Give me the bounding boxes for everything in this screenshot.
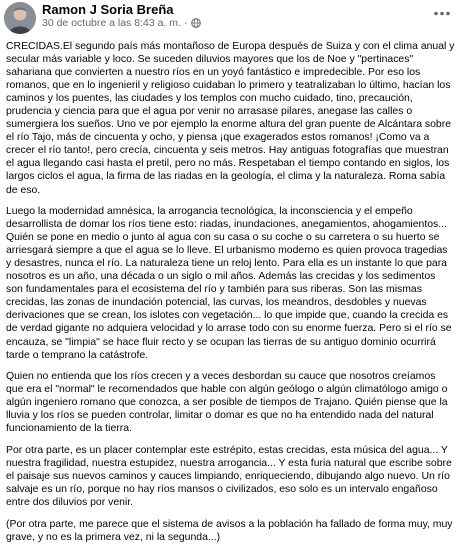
post-paragraph: Luego la modernidad amnésica, la arrogancia tecnológica, la inconsciencia y el empeño desarrollista de domar los ríos tiene esto: riadas, inundaciones, anegamientos, ahogamientos... Quién se pone en medio o junto al agua con su casa o su coche o su carretera o su huerto se arriesgará siempre a que el agua se lo lleve. El urbanismo moderno es quien provoca tragedias y desastres, nunca el río. La naturaleza tiene un reloj lento. Para ella es un instante lo que para nosotros es un año, una década o un siglo o mil años. Además las crecidas y los sedimentos son fundamentales para el ecosistema del río y también para sus riberas. Son las mismas crecidas, las zonas de inundación potencial, las curvas, los meandros, desdobles y nuevas derivaciones que se crean, los islotes con vegetación... lo que impide que, cuando la crecida es de verdad gigante no adquiera velocidad y lo arrase todo con su enorme fuerza. Pero si el río se encauza, se "limpia" se hace fluir recto y se ocupan las tierras de su antiguo dominio ocurrirá tarde o temprano la catástrofe. [6, 206, 452, 361]
post-paragraph: (Por otra parte, me parece que el sistema de avisos a la población ha fallado de forma muy, muy grave, y no es la primera vez, ni la segunda...) [6, 518, 453, 543]
post-paragraph: Por otra parte, es un placer contemplar este estrépito, estas crecidas, esta música del agua... Y nuestra fragilidad, nuestra estupidez, nuestra arrogancia... Y esta furia natural que escribe sobre el paisaje sus nuevos caminos y cauces limpiando, enriqueciendo, dibujando algo nuevo. Un río salvaje es un río, porque no hay ríos mansos o civilizados, eso solo es un intervalo engañoso entre dos diluvios por venir. [6, 444, 452, 509]
avatar-image [4, 2, 36, 34]
author-name[interactable]: Ramon J Soria Breña [42, 2, 174, 17]
post-paragraph: CRECIDAS.El segundo país más montañoso de Europa después de Suiza y con el clima anual y secular más variable y loco. Se suceden diluvios mayores que los de Noe y "pertinaces" sahariana que convierten a nuestro ríos en un yoyó fantástico e impredecible. Por eso los romanos, que en lo ingenieril y religioso cuidaban lo primero y teatralizaban lo último, hacían los caminos y los puentes, las ciudades y los templos con mucho cuidado, tino, precaución, prudencia y ciencia para que el agua por venir no arrasase pilares, anegase las calles o sumergiera los sueños. Uno ve por ejemplo la enorme altura del gran puente de Alcántara sobre el río Tajo, más de cincuenta y ocho, y piensa ¡que exagerados estos romanos! ¡Como va a crecer el río tanto!, pero crecía, cincuenta y seis metros. Hay antiguas fotografías que muestran el agua llegando casi hasta el pretil, pero no más. Respetaban el tiempo contando en siglos, los largos ciclos el agua, la firma de las riadas en la geología, el clima y la naturaleza. Roma sabía de eso. [6, 41, 455, 196]
meta-separator: · [183, 17, 188, 29]
post-header [0, 0, 459, 36]
more-options-icon[interactable] [431, 6, 453, 20]
post-body [6, 40, 455, 552]
post-meta [42, 17, 201, 29]
avatar[interactable] [4, 2, 36, 34]
globe-icon[interactable] [191, 18, 201, 28]
post-paragraph: Quien no entienda que los ríos crecen y a veces desbordan su cauce que nosotros creíamos que era el "normal" le recomendados que hable con algún geólogo o algún climatólogo amigo o algún ingeniero romano que conozca, a ser posible de tiempos de Trajano. Quién piense que la lluvia y los ríos se pueden controlar, limitar o domar es que no ha entendido nada del natural funcionamiento de la tierra. [6, 371, 448, 435]
post-date[interactable]: 30 de octubre a las 8:43 a. m. [42, 17, 181, 29]
